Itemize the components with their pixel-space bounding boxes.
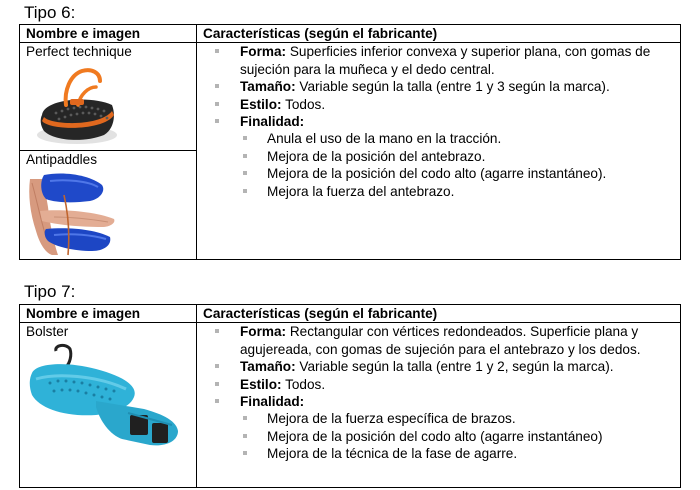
feature-label: Forma:: [240, 324, 287, 340]
feature-label: Estilo:: [240, 376, 282, 392]
feature-label: Finalidad:: [240, 114, 305, 130]
feature-text: Superficies inferior convexa y superior plana, con gomas de sujeción para la muñeca y el dedo central.: [240, 44, 651, 77]
feature-text: Variable según la talla (entre 1 y 2, según la marca).: [295, 359, 614, 375]
tipo6-header-row: [20, 25, 681, 43]
col-header-features: Características (según el fabricante): [197, 25, 681, 43]
tipo6-names-cell: [20, 43, 197, 260]
col-header-name: Nombre e imagen: [20, 305, 197, 323]
product-bolster: [20, 323, 196, 487]
product-name: Bolster: [26, 324, 69, 340]
tipo7-names-cell: [20, 323, 197, 488]
feature-estilo: [203, 376, 680, 393]
feature-finalidad: [203, 393, 680, 410]
finalidad-item: Mejora de la posición del codo alto (agarre instantáneo).: [203, 165, 680, 182]
tipo7-features-cell: [197, 323, 681, 488]
tipo7-heading: Tipo 7:: [24, 282, 76, 301]
feature-text: Rectangular con vértices redondeados. Superficie plana y agujereada, con gomas de sujeción para el antebrazo y los dedos.: [240, 324, 641, 357]
blue-forearm-paddle-image: [26, 343, 186, 463]
feature-tamano: [203, 78, 680, 95]
tipo6-features-cell: [197, 43, 681, 260]
tipo6-heading: Tipo 6:: [24, 3, 76, 22]
orange-black-hand-paddle-image: [30, 65, 118, 147]
feature-estilo: [203, 96, 680, 113]
feature-label: Finalidad:: [240, 394, 305, 410]
tipo6-feature-list: [203, 43, 680, 200]
product-perfect-technique: [20, 43, 196, 151]
blue-antipaddles-on-hands-image: [24, 173, 120, 257]
feature-forma: [203, 43, 680, 78]
finalidad-item: Mejora de la fuerza específica de brazos.: [203, 410, 680, 427]
finalidad-item: Mejora de la posición del antebrazo.: [203, 148, 680, 165]
feature-label: Forma:: [240, 44, 287, 60]
finalidad-item: Mejora la fuerza del antebrazo.: [203, 183, 680, 200]
feature-tamano: [203, 358, 680, 375]
feature-finalidad: [203, 113, 680, 130]
finalidad-item: Anula el uso de la mano en la tracción.: [203, 130, 680, 147]
feature-text: Todos.: [281, 96, 326, 112]
feature-label: Estilo:: [240, 96, 282, 112]
tipo7-header-row: [20, 305, 681, 323]
tipo6-data-row: [20, 43, 681, 260]
product-name: Perfect technique: [26, 44, 132, 60]
finalidad-item: Mejora de la técnica de la fase de agarre.: [203, 445, 680, 462]
feature-label: Tamaño:: [240, 79, 296, 95]
feature-label: Tamaño:: [240, 359, 296, 375]
tipo7-feature-list: [203, 323, 680, 462]
tipo7-table: [19, 304, 681, 488]
col-header-features: Características (según el fabricante): [197, 305, 681, 323]
feature-forma: [203, 323, 680, 358]
tipo6-table: [19, 24, 681, 260]
feature-text: Variable según la talla (entre 1 y 3 según la marca).: [295, 79, 610, 95]
col-header-name: Nombre e imagen: [20, 25, 197, 43]
tipo7-data-row: [20, 323, 681, 488]
product-antipaddles: [20, 151, 196, 259]
feature-text: Todos.: [281, 376, 326, 392]
finalidad-item: Mejora de la posición del codo alto (agarre instantáneo): [203, 428, 680, 445]
product-name: Antipaddles: [26, 152, 98, 168]
